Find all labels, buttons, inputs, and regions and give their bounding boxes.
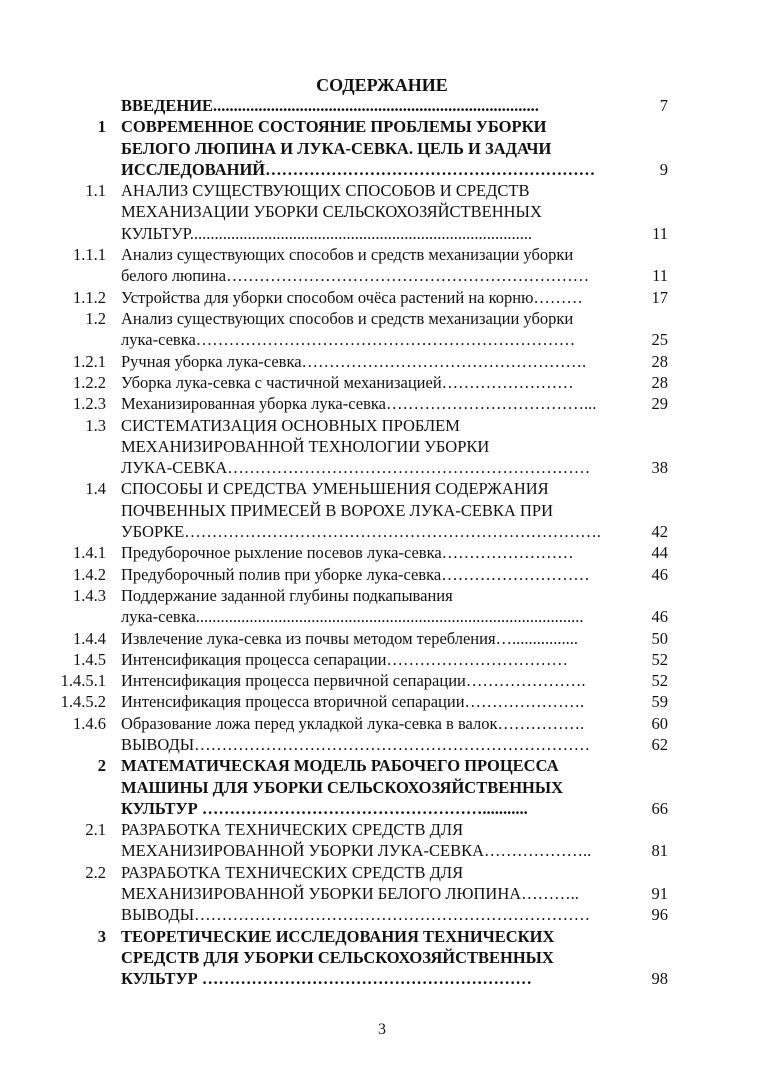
toc-entry-title-line: Интенсификация процесса сепарации…………………………… bbox=[121, 649, 569, 669]
toc-entry-title-line: МАШИНЫ ДЛЯ УБОРКИ СЕЛЬСКОХОЗЯЙСТВЕННЫХ bbox=[121, 777, 564, 797]
toc-entry-page: 46 bbox=[651, 564, 668, 584]
toc-entry-page: 11 bbox=[652, 266, 668, 286]
toc-entry bbox=[0, 288, 764, 309]
toc-entry-number: 1.2 bbox=[85, 309, 106, 328]
toc-entry-title-line: ЛУКА-СЕВКА………………………………………………………… bbox=[121, 458, 591, 478]
toc-entry-title-line: КУЛЬТУР …………………………………………………… bbox=[121, 969, 532, 989]
toc-entry-title-line: ВЫВОДЫ……………………………………………………………… bbox=[121, 905, 591, 925]
toc-entry-title-line: Поддержание заданной глубины подкапывания bbox=[121, 585, 453, 605]
toc-entry-page: 29 bbox=[651, 394, 668, 414]
toc-entry-number: 1.4.2 bbox=[73, 564, 106, 584]
toc-entry-page: 60 bbox=[651, 713, 668, 733]
toc-entry-page: 38 bbox=[651, 458, 668, 478]
toc-entry bbox=[0, 905, 764, 926]
toc-entry-title-line: АНАЛИЗ СУЩЕСТВУЮЩИХ СПОСОБОВ И СРЕДСТВ bbox=[121, 181, 530, 201]
toc-entry-title-line: белого люпина………………………………………………………… bbox=[121, 266, 590, 286]
toc-entry-title-line: ПОЧВЕННЫХ ПРИМЕСЕЙ В ВОРОХЕ ЛУКА-СЕВКА ПРИ bbox=[121, 500, 553, 520]
toc-entry-number: 1.4.5.1 bbox=[60, 671, 106, 691]
toc-entry-page: 42 bbox=[651, 521, 668, 541]
toc-entry-number: 1.1.2 bbox=[73, 287, 106, 307]
toc-entry bbox=[0, 394, 764, 415]
toc-entry-number: 1.1 bbox=[85, 181, 106, 201]
toc-entry bbox=[0, 863, 764, 906]
toc-entry bbox=[0, 714, 764, 735]
toc-entry-title-line: ИССЛЕДОВАНИЙ…………………………………………………… bbox=[121, 159, 596, 179]
toc-entry-page: 62 bbox=[651, 735, 668, 754]
toc-entry bbox=[0, 650, 764, 671]
toc-entry bbox=[0, 629, 764, 650]
toc-entry-number: 2.1 bbox=[85, 820, 106, 840]
toc-entry-title-line: лука-севка.............................................................................................. bbox=[121, 607, 584, 627]
toc-entry-title-line: УБОРКЕ…………………………………………………………………. bbox=[121, 521, 601, 541]
toc-entry-title-line: СПОСОБЫ И СРЕДСТВА УМЕНЬШЕНИЯ СОДЕРЖАНИЯ bbox=[121, 479, 549, 499]
toc-entry-title-line: Анализ существующих способов и средств механизации уборки bbox=[121, 245, 574, 265]
toc-entry-number: 1.1.1 bbox=[73, 245, 106, 265]
toc-entry-title-line: Образование ложа перед укладкой лука-севка в валок……………. bbox=[121, 713, 585, 733]
toc-entry-number: 1.2.3 bbox=[73, 394, 106, 414]
toc-entry-title-line: МЕХАНИЗИРОВАННОЙ УБОРКИ ЛУКА-СЕВКА……………….. bbox=[121, 841, 592, 861]
toc-entry-title-line: Механизированная уборка лука-севка………………………………... bbox=[121, 394, 597, 414]
toc-entry-title-line: МЕХАНИЗАЦИИ УБОРКИ СЕЛЬСКОХОЗЯЙСТВЕННЫХ bbox=[121, 202, 542, 222]
toc-entry bbox=[0, 735, 764, 756]
toc-entry-title-line: ВВЕДЕНИЕ............................................................................... bbox=[121, 96, 539, 115]
toc-entry bbox=[0, 927, 764, 991]
toc-entry bbox=[0, 352, 764, 373]
toc-entry bbox=[0, 543, 764, 564]
toc-entry bbox=[0, 117, 764, 181]
toc-entry-number: 2 bbox=[97, 756, 106, 776]
toc-entry-number: 1.4.5.2 bbox=[60, 692, 106, 712]
toc-entry-title-line: СОВРЕМЕННОЕ СОСТОЯНИЕ ПРОБЛЕМЫ УБОРКИ bbox=[121, 117, 547, 137]
toc-entry bbox=[0, 181, 764, 245]
toc-entry-title-line: Уборка лука-севка с частичной механизацией…………………… bbox=[121, 372, 574, 392]
toc-entry-title-line: Интенсификация процесса первичной сепарации…………………. bbox=[121, 671, 586, 691]
toc-entry-page: 28 bbox=[651, 372, 668, 392]
toc-entry-title-line: Анализ существующих способов и средств механизации уборки bbox=[121, 309, 574, 328]
toc-entry-page: 81 bbox=[651, 841, 668, 861]
toc-entry bbox=[0, 756, 764, 820]
toc-entry-number: 1.4.3 bbox=[73, 585, 106, 605]
toc-entry-title-line: РАЗРАБОТКА ТЕХНИЧЕСКИХ СРЕДСТВ ДЛЯ bbox=[121, 820, 464, 840]
toc-entry bbox=[0, 479, 764, 543]
toc-entry-number: 1 bbox=[97, 117, 106, 137]
toc-entry-page: 46 bbox=[651, 607, 668, 627]
toc-entry-number: 1.3 bbox=[85, 415, 106, 435]
toc-entry bbox=[0, 416, 764, 480]
page-number: 3 bbox=[378, 1021, 386, 1038]
toc-entry-title-line: КУЛЬТУР ……………………………………………........... bbox=[121, 798, 528, 818]
toc-entry-page: 98 bbox=[651, 969, 668, 989]
toc-entry bbox=[0, 565, 764, 586]
page-title: СОДЕРЖАНИЕ bbox=[316, 75, 448, 95]
toc-entry-number: 2.2 bbox=[85, 862, 106, 882]
toc-entry-number: 1.2.2 bbox=[73, 372, 106, 392]
toc-entry-title-line: Предуборочное рыхление посевов лука-севка…………………… bbox=[121, 543, 574, 563]
toc-entry-page: 7 bbox=[659, 96, 668, 115]
toc-entry-title-line: лука-севка…………………………………………………………… bbox=[121, 330, 576, 350]
toc-entry-title-line: МАТЕМАТИЧЕСКАЯ МОДЕЛЬ РАБОЧЕГО ПРОЦЕССА bbox=[121, 756, 559, 776]
toc-entry bbox=[0, 692, 764, 713]
toc-entry-title-line: ТЕОРЕТИЧЕСКИЕ ИССЛЕДОВАНИЯ ТЕХНИЧЕСКИХ bbox=[121, 926, 555, 946]
toc-entry-page: 25 bbox=[651, 330, 668, 350]
toc-entry-title-line: РАЗРАБОТКА ТЕХНИЧЕСКИХ СРЕДСТВ ДЛЯ bbox=[121, 862, 464, 882]
toc-entry-title-line: МЕХАНИЗИРОВАННОЙ УБОРКИ БЕЛОГО ЛЮПИНА……….. bbox=[121, 884, 579, 904]
toc-entry-title-line: СИСТЕМАТИЗАЦИЯ ОСНОВНЫХ ПРОБЛЕМ bbox=[121, 415, 460, 435]
toc-entry-title-line: Ручная уборка лука-севка……………………………………………. bbox=[121, 351, 587, 371]
toc-entry-title-line: Интенсификация процесса вторичной сепарации…………………. bbox=[121, 692, 585, 712]
toc-entry-page: 28 bbox=[651, 351, 668, 371]
toc-entry-title-line: Предуборочный полив при уборке лука-севка……………………… bbox=[121, 564, 590, 584]
toc-entry-title-line: БЕЛОГО ЛЮПИНА И ЛУКА-СЕВКА. ЦЕЛЬ И ЗАДАЧИ bbox=[121, 138, 552, 158]
toc-entry-page: 52 bbox=[651, 649, 668, 669]
toc-entry-page: 50 bbox=[651, 628, 668, 648]
toc-entry-page: 96 bbox=[651, 905, 668, 925]
toc-entry bbox=[0, 820, 764, 863]
toc-entry-page: 66 bbox=[651, 798, 668, 818]
toc-entry-page: 17 bbox=[651, 287, 668, 307]
toc-entry-page: 91 bbox=[651, 884, 668, 904]
toc-entry-title-line: КУЛЬТУР................................................................................... bbox=[121, 223, 533, 243]
toc-entry-page: 52 bbox=[651, 671, 668, 691]
toc-entry-page: 59 bbox=[651, 692, 668, 712]
toc-entry-number: 1.4.5 bbox=[73, 649, 106, 669]
toc-entry-number: 3 bbox=[97, 926, 106, 946]
toc-entry-page: 11 bbox=[652, 223, 668, 243]
toc-entry-page: 9 bbox=[659, 159, 668, 179]
toc-entry-title-line: ВЫВОДЫ……………………………………………………………… bbox=[121, 735, 591, 754]
toc-entry-title-line: СРЕДСТВ ДЛЯ УБОРКИ СЕЛЬСКОХОЗЯЙСТВЕННЫХ bbox=[121, 947, 554, 967]
toc-entry bbox=[0, 586, 764, 629]
toc-entry-title-line: Устройства для уборки способом очёса растений на корню……… bbox=[121, 287, 583, 307]
toc-entry bbox=[0, 671, 764, 692]
toc-entry-number: 1.4.4 bbox=[73, 628, 106, 648]
toc-entry-title-line: МЕХАНИЗИРОВАННОЙ ТЕХНОЛОГИИ УБОРКИ bbox=[121, 436, 490, 456]
toc-entry bbox=[0, 373, 764, 394]
toc-entry bbox=[0, 309, 764, 352]
toc-entry bbox=[0, 96, 764, 117]
toc-entry-page: 44 bbox=[651, 543, 668, 563]
toc-entry bbox=[0, 245, 764, 288]
toc-entry-title-line: Извлечение лука-севка из почвы методом теребления…................ bbox=[121, 628, 579, 648]
toc-entry-number: 1.4.6 bbox=[73, 713, 106, 733]
toc-entry-number: 1.4.1 bbox=[73, 543, 106, 563]
toc-entry-number: 1.4 bbox=[85, 479, 106, 499]
toc-entry-number: 1.2.1 bbox=[73, 351, 106, 371]
